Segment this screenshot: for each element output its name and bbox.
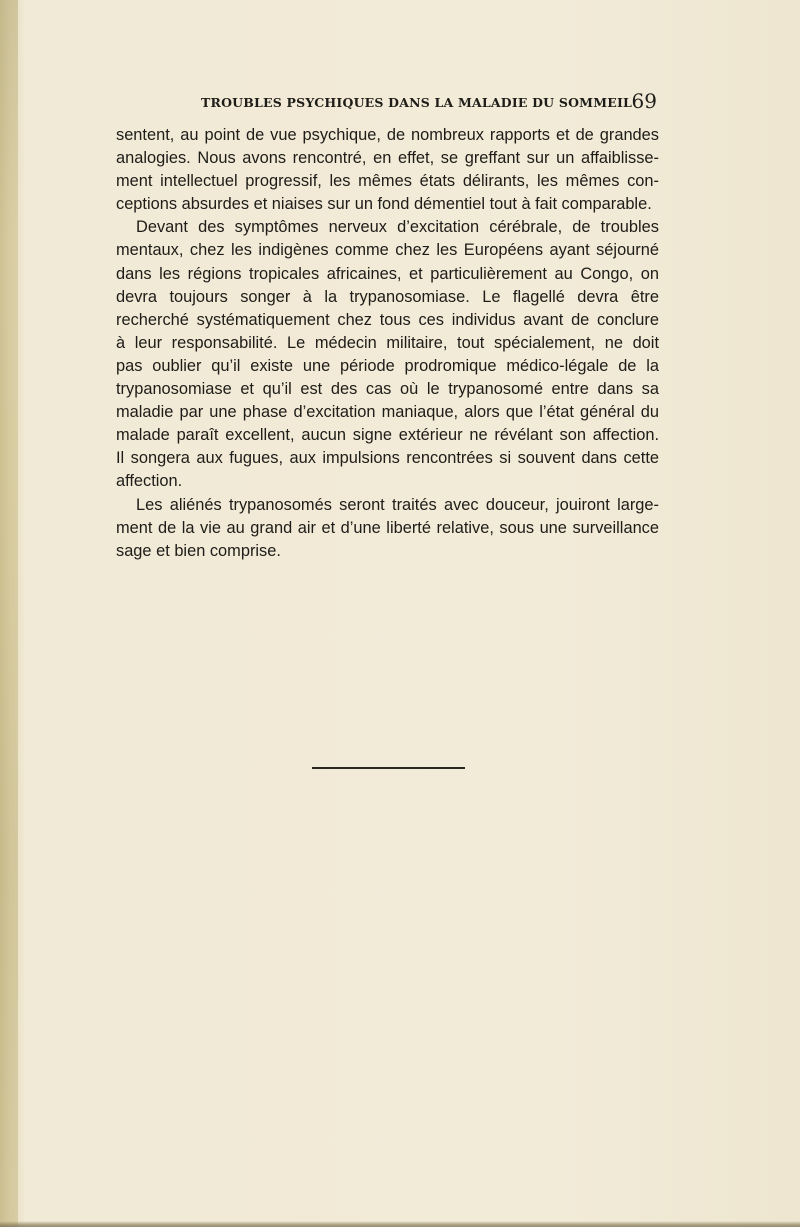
text-line: ceptions absurdes et niaises sur un fond démentiel tout à fait comparable. <box>116 195 652 214</box>
page-number: 69 <box>631 89 657 113</box>
text-line: mentaux, chez les indigènes comme chez les Européens ayant séjourné <box>116 241 659 260</box>
text-line: pas oublier qu’il existe une période prodromique médico-légale de la <box>116 356 659 375</box>
body-text <box>116 124 659 563</box>
text-line: à leur responsabilité. Le médecin militaire, tout spécialement, ne doit <box>116 333 659 352</box>
text-line: maladie par une phase d’excitation maniaque, alors que l’état général du <box>116 403 659 422</box>
page-bottom-edge <box>0 1221 800 1227</box>
text-line: ment intellectuel progressif, les mêmes états délirants, les mêmes con- <box>116 172 659 191</box>
text-line: ment de la vie au grand air et d’une liberté relative, sous une surveillance <box>116 518 659 537</box>
text-line: recherché systématiquement chez tous ces individus avant de conclure <box>116 310 659 329</box>
section-end-rule <box>312 767 465 769</box>
text-line: trypanosomiase et qu’il est des cas où le trypanosomé entre dans sa <box>116 380 659 399</box>
text-line: malade paraît excellent, aucun signe extérieur ne révélant son affection. <box>116 426 659 445</box>
text-line: analogies. Nous avons rencontré, en effet, se greffant sur un affaiblisse- <box>116 149 659 168</box>
text-line: Il songera aux fugues, aux impulsions rencontrées si souvent dans cette <box>116 449 659 468</box>
page-header <box>201 89 657 115</box>
text-line: dans les régions tropicales africaines, et particulièrement au Congo, on <box>116 264 659 283</box>
paragraph-first-line: Devant des symptômes nerveux d’excitation cérébrale, de troubles <box>136 218 659 237</box>
text-line: devra toujours songer à la trypanosomiase. Le flagellé devra être <box>116 287 659 306</box>
paragraph-first-line: Les aliénés trypanosomés seront traités avec douceur, jouiront large- <box>136 495 659 514</box>
page-gutter-shadow <box>0 0 18 1227</box>
text-line: affection. <box>116 472 183 491</box>
text-line: sentent, au point de vue psychique, de nombreux rapports et de grandes <box>116 126 659 144</box>
text-line: sage et bien comprise. <box>116 541 281 560</box>
running-head: TROUBLES PSYCHIQUES DANS LA MALADIE DU SOMMEIL <box>201 95 632 110</box>
